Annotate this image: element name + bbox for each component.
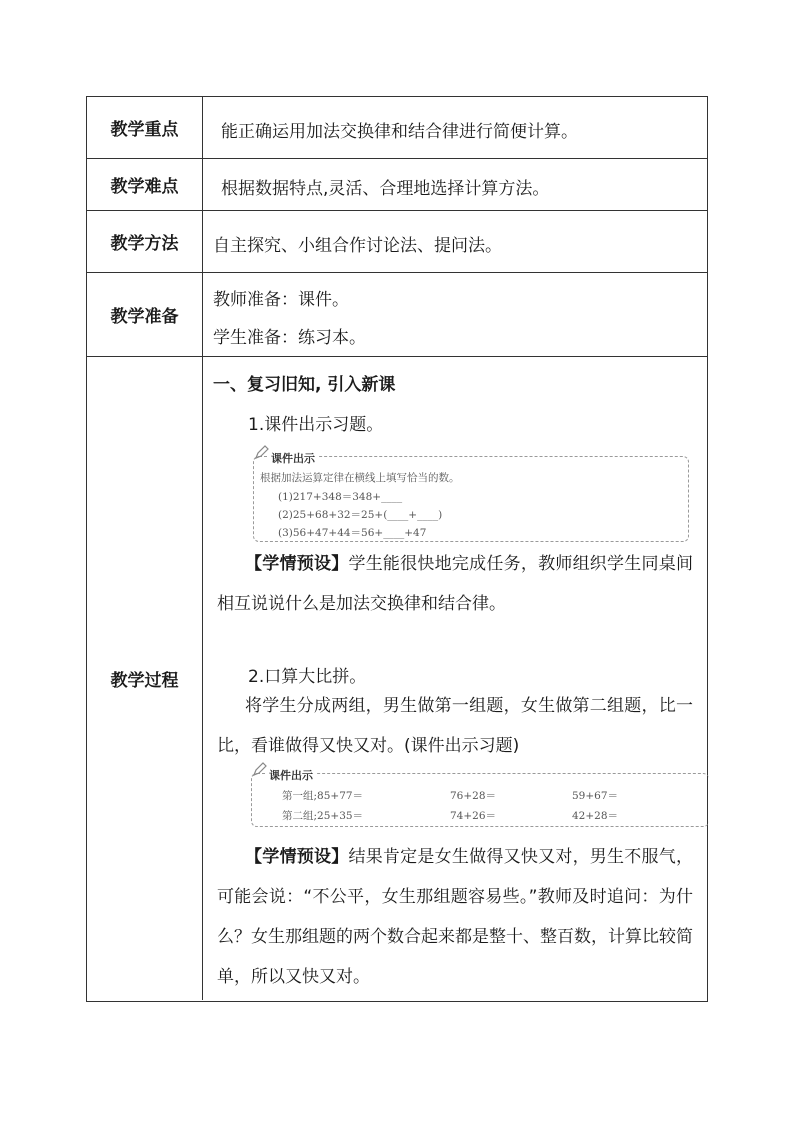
group1-q1: 第一组;85+77＝ <box>282 790 364 802</box>
box1-item-3: (3)56+47+44＝56+____+47 <box>278 527 427 539</box>
difficulties-text: 根据数据特点,灵活、合理地选择计算方法。 <box>221 179 550 199</box>
box1-item-2: (2)25+68+32＝25+(____+____) <box>278 509 443 521</box>
row-preparation <box>87 273 707 357</box>
value-difficulties <box>203 159 707 210</box>
row-key-points <box>87 97 707 159</box>
section-title: 一、复习旧知, 引入新课 <box>213 375 396 395</box>
group1-q3: 59+67＝ <box>572 790 619 802</box>
note1-paragraph <box>217 544 693 624</box>
group2-q3: 42+28＝ <box>572 810 619 822</box>
box2-title: 课件出示 <box>266 767 316 783</box>
row-methods <box>87 211 707 273</box>
courseware-box-2 <box>251 769 709 827</box>
note2-tag: 【学情预设】 <box>245 847 349 867</box>
lesson-plan-table <box>86 96 708 1002</box>
box1-title: 课件出示 <box>268 450 318 466</box>
value-methods <box>203 211 707 272</box>
step2-desc-text: 将学生分成两组，男生做第一组题，女生做第二组题，比一比，看谁做得又快又对。(课件出示习题) <box>217 696 693 756</box>
group2-q1: 第二组;25+35＝ <box>282 810 364 822</box>
student-prep: 学生准备：练习本。 <box>213 328 366 348</box>
note2-paragraph <box>217 837 693 997</box>
label-key-points: 教学重点 <box>87 97 203 158</box>
note1-text: 学生能很快地完成任务，教师组织学生同桌间相互说说什么是加法交换律和结合律。 <box>217 554 694 614</box>
step1-text: 1.课件出示习题。 <box>248 415 384 435</box>
step2-description <box>217 686 693 766</box>
row-process <box>87 357 707 1000</box>
group2-q2: 74+26＝ <box>450 810 497 822</box>
box1-instruction: 根据加法运算定律在横线上填写恰当的数。 <box>260 472 460 484</box>
label-methods: 教学方法 <box>87 211 203 272</box>
group1-q2: 76+28＝ <box>450 790 497 802</box>
step2-text: 2.口算大比拼。 <box>248 667 367 687</box>
note2-text: 结果肯定是女生做得又快又对，男生不服气，可能会说：“不公平，女生那组题容易些。”教师及时追问：为什么？女生那组题的两个数合起来都是整十、整百数，计算比较简单，所以又快又对。 <box>217 847 694 987</box>
label-difficulties: 教学难点 <box>87 159 203 210</box>
note1-tag: 【学情预设】 <box>245 554 349 574</box>
box1-item-1: (1)217+348＝348+____ <box>278 491 403 503</box>
row-difficulties <box>87 159 707 211</box>
value-key-points <box>203 97 707 158</box>
key-points-text: 能正确运用加法交换律和结合律进行简便计算。 <box>221 122 578 142</box>
teacher-prep: 教师准备：课件。 <box>213 290 349 310</box>
value-process <box>203 357 707 1000</box>
label-process: 教学过程 <box>87 357 203 1000</box>
courseware-box-1 <box>253 452 689 542</box>
label-preparation: 教学准备 <box>87 273 203 356</box>
methods-text: 自主探究、小组合作讨论法、提问法。 <box>213 236 502 256</box>
value-preparation <box>203 273 707 356</box>
